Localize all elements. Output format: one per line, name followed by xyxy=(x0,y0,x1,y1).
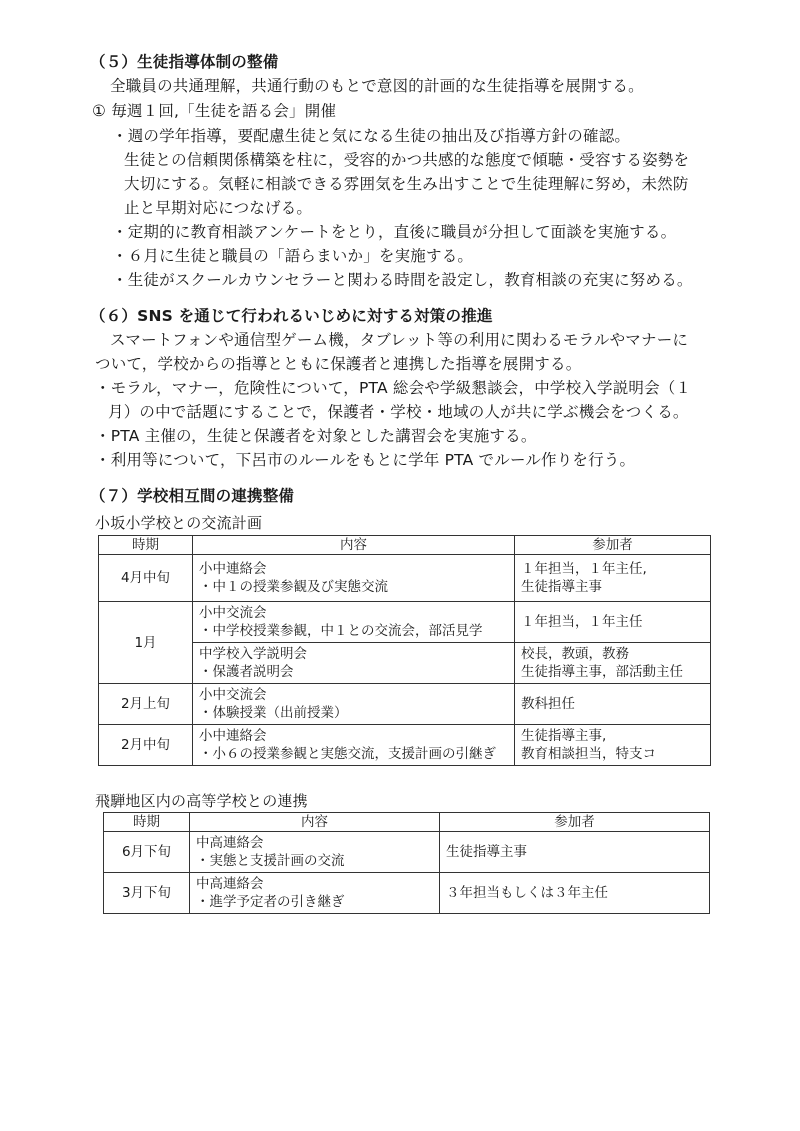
content-detail: ・体験授業（出前授業） xyxy=(199,705,348,721)
table2-caption: 飛騨地区内の高等学校との連携 xyxy=(95,792,308,810)
header-content: 内容 xyxy=(193,536,515,555)
table1-caption: 小坂小学校との交流計画 xyxy=(95,514,263,532)
period-cell: 2月上旬 xyxy=(99,684,193,725)
section6-intro1: スマートフォンや通信型ゲーム機，タブレット等の利用に関わるモラルやマナーに xyxy=(110,331,689,349)
section5-bullet1-cont1: 生徒との信頼関係構築を柱に，受容的かつ共感的な態度で傾聴・受容する姿勢を xyxy=(124,151,690,169)
section5-bullet1: ・週の学年指導，要配慮生徒と気になる生徒の抽出及び指導方針の確認。 xyxy=(112,127,631,145)
table-row xyxy=(99,684,711,725)
header-period: 時期 xyxy=(99,536,193,555)
table-row xyxy=(99,555,711,602)
content-detail: ・保護者説明会 xyxy=(199,664,294,680)
header-content: 内容 xyxy=(190,813,440,832)
section7-heading: （７）学校相互間の連携整備 xyxy=(90,487,295,505)
section5-bullet2: ・定期的に教育相談アンケートをとり，直後に職員が分担して面談を実施する。 xyxy=(112,223,677,241)
content-cell xyxy=(193,643,515,684)
section5-intro: 全職員の共通理解，共通行動のもとで意図的計画的な生徒指導を展開する。 xyxy=(110,77,644,95)
content-cell xyxy=(190,832,440,873)
high-school-table xyxy=(103,812,710,914)
content-detail: ・中１の授業参観及び実態交流 xyxy=(199,579,388,595)
content-title: 中学校入学説明会 xyxy=(199,646,307,662)
participants-line: １年担当，１年主任, xyxy=(521,561,647,577)
participants-line: 生徒指導主事，部活動主任 xyxy=(521,664,683,680)
content-title: 小中交流会 xyxy=(199,605,267,621)
participants-line: １年担当，１年主任 xyxy=(521,614,643,630)
period-cell: 4月中旬 xyxy=(99,555,193,602)
section5-heading: （５）生徒指導体制の整備 xyxy=(90,53,279,71)
table-row xyxy=(104,832,710,873)
section6-bullet2: ・PTA 主催の，生徒と保護者を対象とした講習会を実施する。 xyxy=(95,427,537,445)
period-cell: 1月 xyxy=(99,602,193,684)
section5-bullet4: ・生徒がスクールカウンセラーと関わる時間を設定し，教育相談の充実に努める。 xyxy=(112,271,693,289)
participants-line: 生徒指導主事 xyxy=(446,844,527,860)
participants-line: 生徒指導主事, xyxy=(521,728,607,744)
content-cell xyxy=(193,684,515,725)
section6-bullet1: ・モラル，マナー，危険性について，PTA 総会や学級懇談会，中学校入学説明会（１ xyxy=(95,379,692,397)
participants-cell xyxy=(440,873,710,914)
section5-bullet3: ・６月に生徒と職員の「語らまいか」を実施する。 xyxy=(112,247,474,265)
content-cell xyxy=(190,873,440,914)
section5-bullet1-cont3: 止と早期対応につなげる。 xyxy=(124,199,313,217)
content-detail: ・小６の授業参観と実態交流，支援計画の引継ぎ xyxy=(199,746,496,762)
participants-line: ３年担当もしくは３年主任 xyxy=(446,885,608,901)
section6-bullet1-cont: 月）の中で話題にすることで，保護者・学校・地域の人が共に学ぶ機会をつくる。 xyxy=(108,403,689,421)
section6-heading: （６）SNS を通じて行われるいじめに対する対策の推進 xyxy=(90,307,493,325)
section6-bullet3: ・利用等について，下呂市のルールをもとに学年 PTA でルール作りを行う。 xyxy=(95,451,636,469)
table-row xyxy=(104,873,710,914)
header-participants: 参加者 xyxy=(515,536,711,555)
table-header-row xyxy=(104,813,710,832)
header-participants: 参加者 xyxy=(440,813,710,832)
participants-cell xyxy=(515,555,711,602)
header-period: 時期 xyxy=(104,813,190,832)
section5-bullet1-cont2: 大切にする。気軽に相談できる雰囲気を生み出すことで生徒理解に努め，未然防 xyxy=(124,175,689,193)
content-detail: ・実態と支援計画の交流 xyxy=(196,853,345,869)
content-cell xyxy=(193,725,515,766)
period-cell: 6月下旬 xyxy=(104,832,190,873)
period-cell: 3月下旬 xyxy=(104,873,190,914)
exchange-plan-table xyxy=(98,535,711,766)
section6-intro2: ついて，学校からの指導とともに保護者と連携した指導を展開する。 xyxy=(95,355,582,373)
participants-cell xyxy=(515,684,711,725)
participants-cell xyxy=(440,832,710,873)
participants-cell xyxy=(515,643,711,684)
participants-cell xyxy=(515,725,711,766)
content-title: 小中連絡会 xyxy=(199,561,267,577)
table-row xyxy=(99,725,711,766)
content-detail: ・進学予定者の引き継ぎ xyxy=(196,894,345,910)
period-cell: 2月中旬 xyxy=(99,725,193,766)
content-title: 小中交流会 xyxy=(199,687,267,703)
content-title: 中高連絡会 xyxy=(196,876,264,892)
content-cell xyxy=(193,602,515,643)
participants-cell xyxy=(515,602,711,643)
participants-line: 校長，教頭，教務 xyxy=(521,646,629,662)
participants-line: 教育相談担当，特支コ xyxy=(521,746,656,762)
table-header-row xyxy=(99,536,711,555)
table-row xyxy=(99,602,711,643)
participants-line: 生徒指導主事 xyxy=(521,579,602,595)
content-title: 中高連絡会 xyxy=(196,835,264,851)
content-title: 小中連絡会 xyxy=(199,728,267,744)
participants-line: 教科担任 xyxy=(521,696,575,712)
content-detail: ・中学校授業参観，中１との交流会，部活見学 xyxy=(199,623,483,639)
section5-item1-title: ① 毎週１回,「生徒を語る会」開催 xyxy=(92,102,337,120)
content-cell xyxy=(193,555,515,602)
